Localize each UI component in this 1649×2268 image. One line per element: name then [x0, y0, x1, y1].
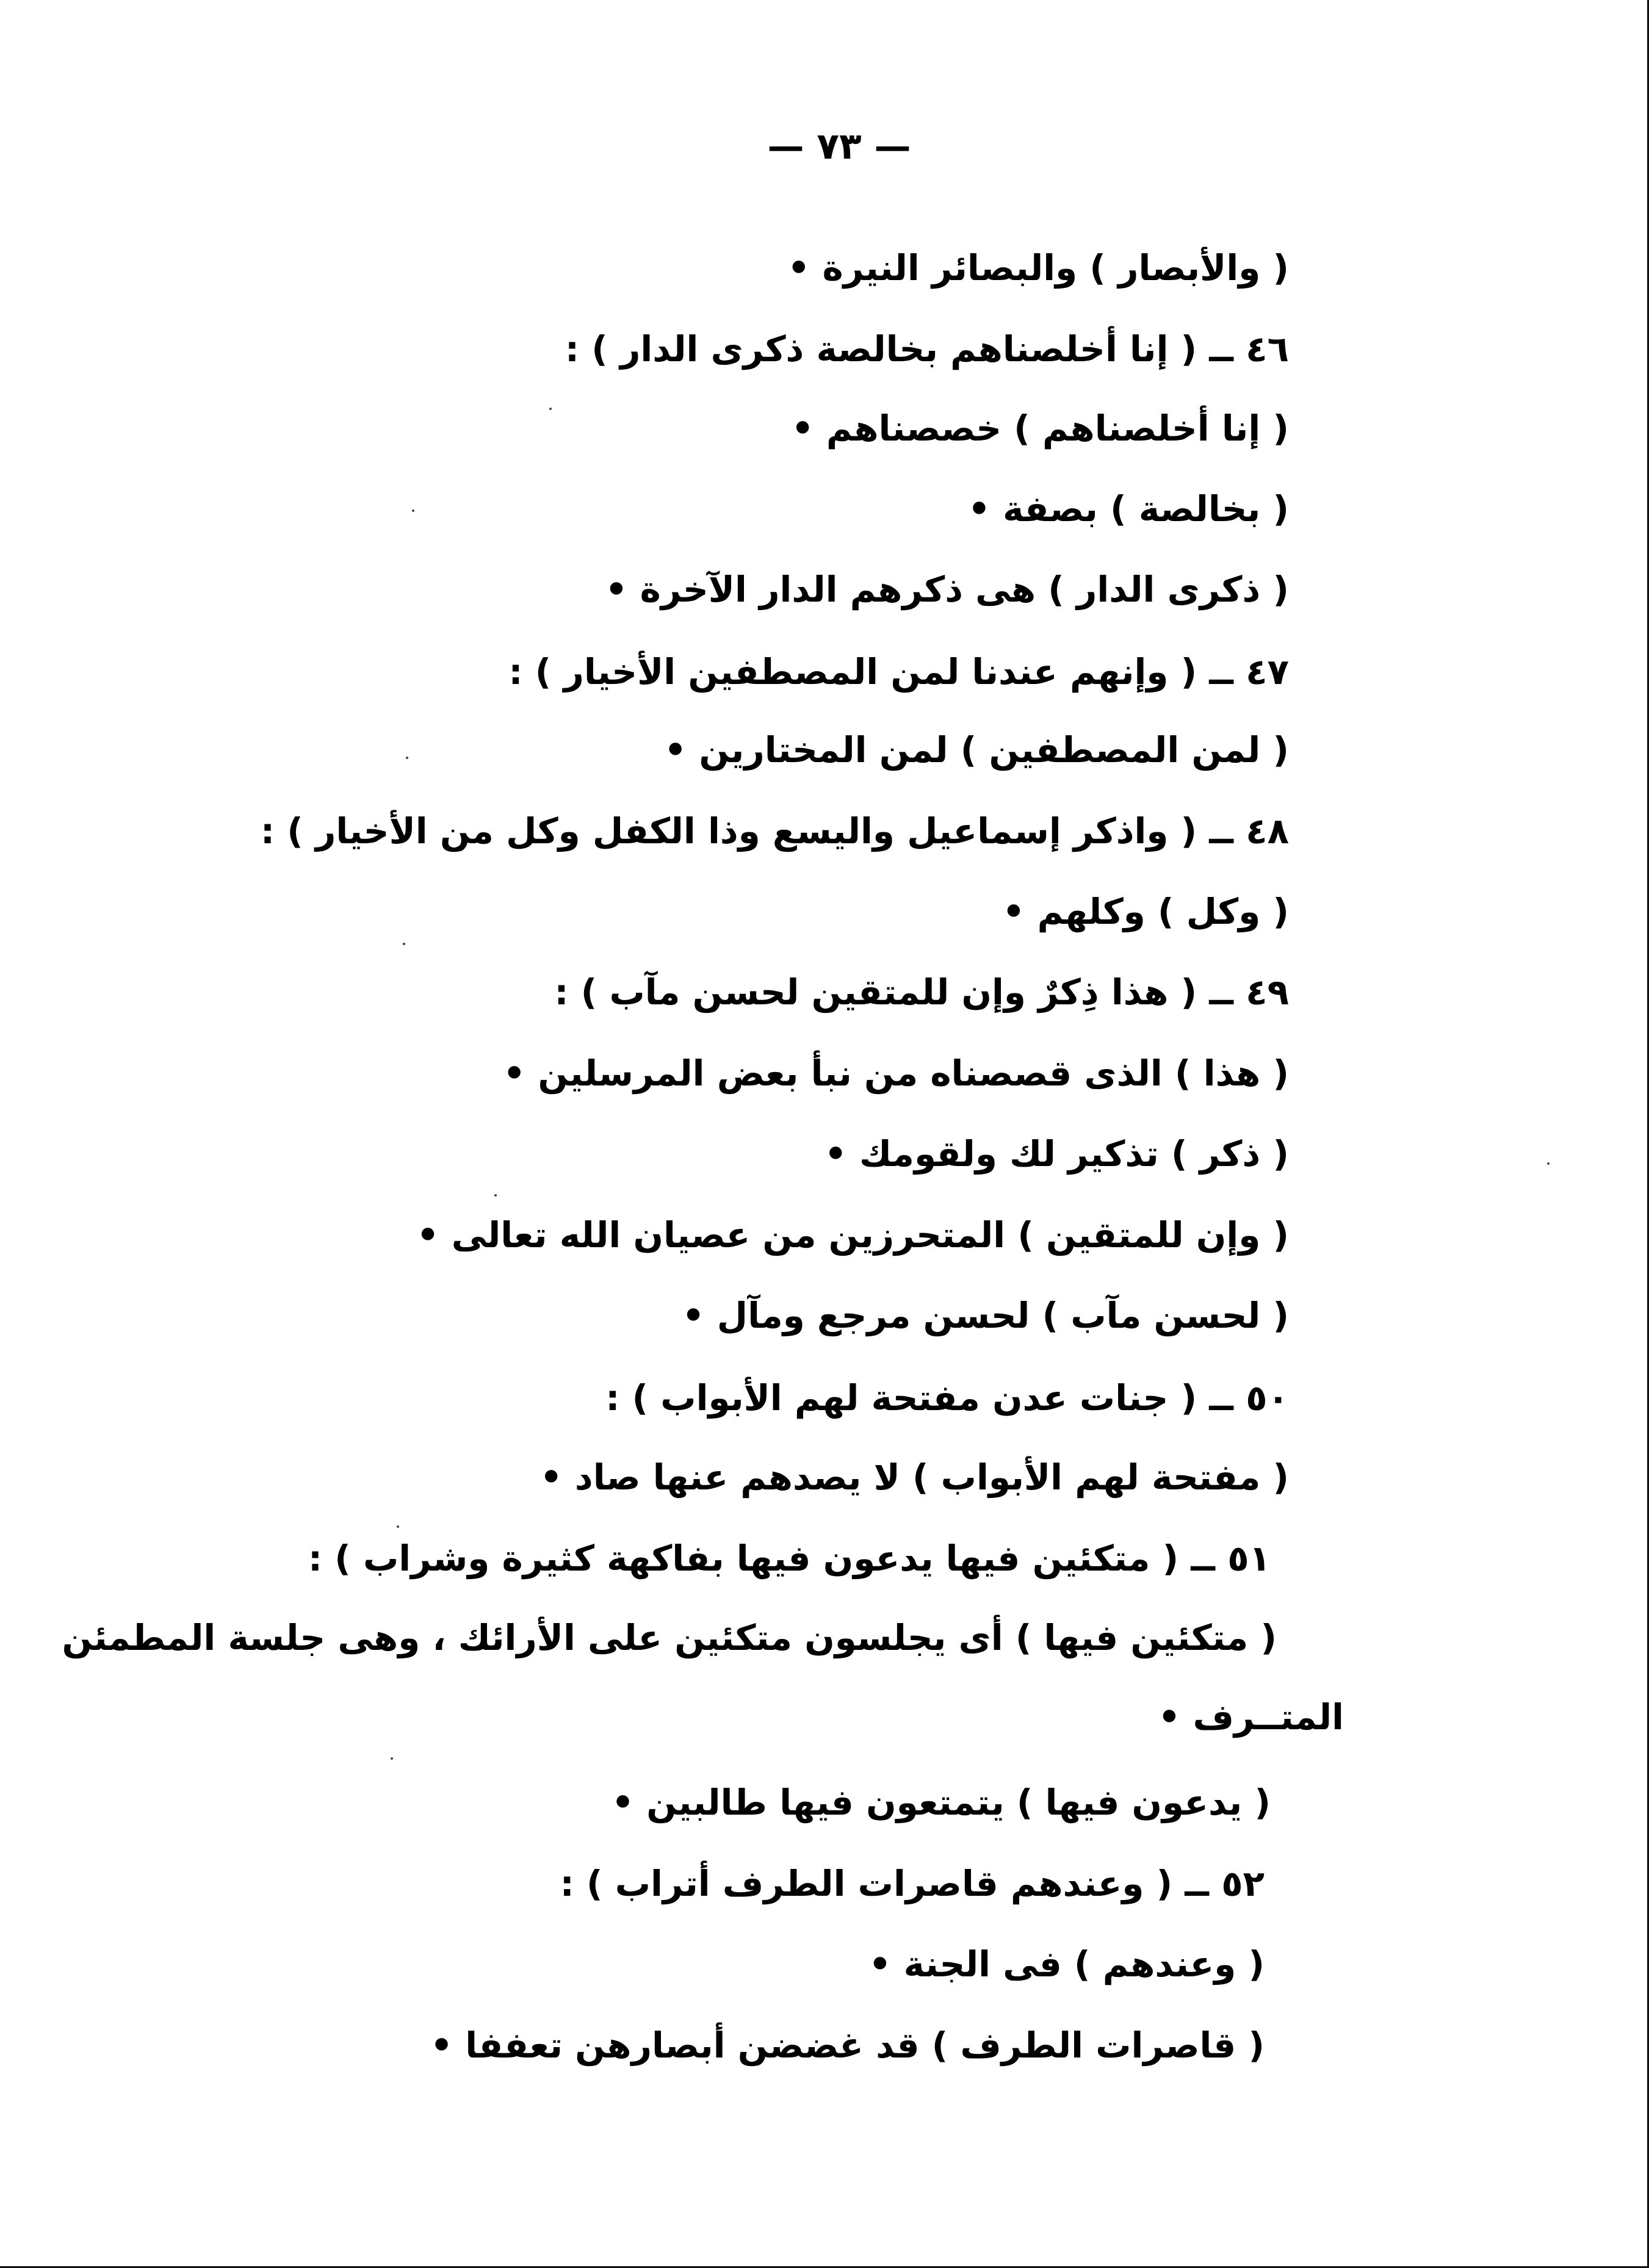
scan-speck: [549, 408, 552, 410]
scan-speck: [403, 943, 405, 945]
text-line: ( قاصرات الطرف ) قد غضضن أبصارهن تعففا •: [430, 2025, 1265, 2066]
text-line: ( بخالصة ) بصفة •: [967, 488, 1289, 530]
text-line: ( إنا أخلصناهم ) خصصناهم •: [791, 408, 1289, 449]
scan-speck: [406, 757, 408, 759]
scan-speck: [494, 1194, 497, 1197]
text-line: ( وإن للمتقين ) المتحرزين من عصيان الله تعالى •: [416, 1214, 1289, 1256]
text-line: المتــرف •: [1158, 1696, 1344, 1738]
text-line: ( يدعون فيها ) يتمتعون فيها طالبين •: [612, 1782, 1271, 1823]
text-line: ( مفتحة لهم الأبواب ) لا يصدهم عنها صاد •: [539, 1456, 1289, 1498]
verse-line: ٥٢ ــ ( وعندهم قاصرات الطرف أتراب ) :: [560, 1863, 1265, 1904]
verse-line: ٤٩ ــ ( هذا ذِكرٌ وإن للمتقين لحسن مآب ) :: [554, 971, 1289, 1013]
text-line: ( متكئين فيها ) أى يجلسون متكئين على الأرائك ، وهى جلسة المطمئن: [62, 1617, 1277, 1658]
text-line: ( لحسن مآب ) لحسن مرجع ومآل •: [682, 1295, 1289, 1336]
text-line: ( هذا ) الذى قصصناه من نبأ بعض المرسلين •: [503, 1053, 1289, 1094]
verse-line: ٥٠ ــ ( جنات عدن مفتحة لهم الأبواب ) :: [605, 1377, 1289, 1419]
text-line: ( لمن المصطفين ) لمن المختارين •: [664, 729, 1289, 771]
scan-speck: [1547, 1162, 1550, 1165]
verse-line: ٤٨ ــ ( واذكر إسماعيل واليسع وذا الكفل وكل من الأخيار ) :: [260, 810, 1289, 852]
verse-line: ٤٧ ــ ( وإنهم عندنا لمن المصطفين الأخيار ) :: [508, 651, 1289, 693]
text-line: ( ذكرى الدار ) هى ذكرهم الدار الآخرة •: [605, 569, 1289, 610]
scan-speck: [397, 1525, 399, 1528]
scan-speck: [412, 509, 414, 512]
text-line: ( ذكر ) تذكير لك ولقومك •: [824, 1133, 1289, 1175]
text-line: ( والأبصار ) والبصائر النيرة •: [787, 247, 1289, 289]
verse-line: ٤٦ ــ ( إنا أخلصناهم بخالصة ذكرى الدار ) :: [565, 328, 1289, 370]
text-line: ( وعندهم ) فى الجنة •: [868, 1943, 1265, 1985]
text-line: ( وكل ) وكلهم •: [1002, 891, 1289, 932]
scan-speck: [391, 1757, 393, 1760]
page-number: — ٧٣ —: [767, 125, 911, 168]
verse-line: ٥١ ــ ( متكئين فيها يدعون فيها بفاكهة كثيرة وشراب ) :: [308, 1538, 1271, 1579]
